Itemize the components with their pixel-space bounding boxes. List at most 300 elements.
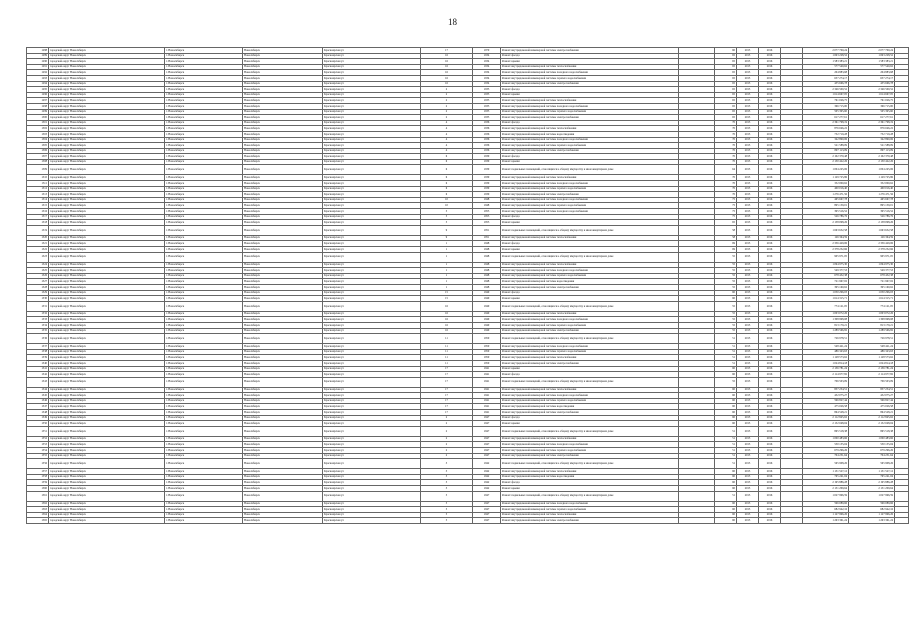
locality: Новосибирск (243, 421, 323, 427)
cost-total: 455 666,78 (803, 81, 849, 87)
wear-percent: 60 (715, 469, 737, 475)
city: г. Новосибирск (165, 491, 243, 501)
locality: Новосибирск (243, 393, 323, 399)
house-number: 6 (421, 192, 473, 198)
work-type: Ремонт внутридомовой инженерной системы электроснабжения (501, 148, 679, 154)
row-number: 1312 (27, 186, 49, 192)
row-number: 1308 (27, 159, 49, 165)
cost-fund: 342 890,06 (849, 137, 895, 143)
cost-total: 366 715,00 (803, 103, 849, 109)
municipal-district: городской округ Новосибирск (49, 480, 165, 486)
municipal-district: городской округ Новосибирск (49, 355, 165, 361)
city: г. Новосибирск (165, 344, 243, 350)
row-number: 1345 (27, 393, 49, 399)
wear-percent: 65 (715, 70, 737, 76)
cost-fund: 905 971,05 (849, 252, 895, 262)
end-year: 2016 (759, 344, 781, 350)
cost-total: 1 024 814,18 (803, 360, 849, 366)
locality: Новосибирск (243, 366, 323, 372)
street: Красноярская ул (323, 225, 421, 235)
start-year: 2015 (737, 311, 759, 317)
street: Красноярская ул (323, 366, 421, 372)
house-number: 4 (421, 143, 473, 149)
street: Красноярская ул (323, 355, 421, 361)
street: Красноярская ул (323, 486, 421, 492)
start-year: 2015 (737, 273, 759, 279)
start-year: 2015 (737, 284, 759, 290)
cost-fund: 2 152 048,04 (849, 421, 895, 427)
units (679, 426, 715, 436)
cost-fund: 1 131 527,12 (849, 469, 895, 475)
build-year: 1948 (473, 203, 501, 209)
wear-percent: 60 (715, 507, 737, 513)
build-year: 1941 (473, 398, 501, 404)
municipal-district: городской округ Новосибирск (49, 398, 165, 404)
cost-total: 1 003 072,26 (803, 311, 849, 317)
cost-fund: 2 346 500,52 (849, 87, 895, 93)
cost-fund: 761 026,75 (849, 98, 895, 104)
municipal-district: городской округ Новосибирск (49, 165, 165, 175)
street: Красноярская ул (323, 334, 421, 344)
wear-percent: 65 (715, 64, 737, 70)
row-number: 1357 (27, 469, 49, 475)
row-number: 1352 (27, 436, 49, 442)
cost-fund: 2 361 798,19 (849, 120, 895, 126)
cost-total: 452 075,27 (803, 393, 849, 399)
wear-percent: 70 (715, 159, 737, 165)
city: г. Новосибирск (165, 284, 243, 290)
cost-total: 1 131 527,12 (803, 469, 849, 475)
build-year: 1934 (473, 59, 501, 65)
house-number: 1 (421, 284, 473, 290)
cost-total: 2 102 370,48 (803, 154, 849, 160)
city: г. Новосибирск (165, 59, 243, 65)
end-year: 2016 (759, 75, 781, 81)
work-type: Ремонт внутридомовой инженерной системы горячего водоснабжения (501, 109, 679, 115)
work-type: Ремонт внутридомовой инженерной системы холодного водоснабжения (501, 197, 679, 203)
empty-cell (895, 518, 909, 524)
wear-percent: 55 (715, 252, 737, 262)
build-year: 1948 (473, 252, 501, 262)
end-year: 2016 (759, 377, 781, 387)
start-year: 2015 (737, 349, 759, 355)
city: г. Новосибирск (165, 148, 243, 154)
municipal-district: городской округ Новосибирск (49, 290, 165, 296)
end-year: 2016 (759, 355, 781, 361)
locality: Новосибирск (243, 252, 323, 262)
empty-cell (895, 252, 909, 262)
municipal-district: городской округ Новосибирск (49, 209, 165, 215)
cost-fund: 2 114 977,82 (849, 372, 895, 378)
municipal-district: городской округ Новосибирск (49, 301, 165, 311)
cost-fund: 395 516,52 (849, 209, 895, 215)
row-number: 1290 (27, 59, 49, 65)
start-year: 2015 (737, 103, 759, 109)
start-year: 2015 (737, 512, 759, 518)
start-year: 2015 (737, 372, 759, 378)
start-year: 2015 (737, 70, 759, 76)
wear-percent: 75 (715, 203, 737, 209)
locality: Новосибирск (243, 453, 323, 459)
street: Красноярская ул (323, 426, 421, 436)
build-year: 1935 (473, 109, 501, 115)
work-type: Ремонт внутридомовой инженерной системы холодного водоснабжения (501, 209, 679, 215)
cost-total: 2 361 798,19 (803, 120, 849, 126)
build-year: 1947 (473, 453, 501, 459)
table-row (27, 225, 909, 235)
city: г. Новосибирск (165, 453, 243, 459)
table-row (27, 301, 909, 311)
work-type: Ремонт фасада (501, 290, 679, 296)
locality: Новосибирск (243, 165, 323, 175)
city: г. Новосибирск (165, 87, 243, 93)
start-year: 2015 (737, 235, 759, 241)
house-number: 16 (421, 59, 473, 65)
municipal-district: городской округ Новосибирск (49, 98, 165, 104)
work-type: Ремонт внутридомовой инженерной системы теплоснабжения (501, 126, 679, 132)
cost-fund: 706 503,09 (849, 377, 895, 387)
municipal-district: городской округ Новосибирск (49, 317, 165, 323)
row-number: 1344 (27, 387, 49, 393)
cost-total: 1 276 471,56 (803, 192, 849, 198)
work-type: Ремонт внутридомовой инженерной системы горячего водоснабжения (501, 398, 679, 404)
locality: Новосибирск (243, 398, 323, 404)
city: г. Новосибирск (165, 480, 243, 486)
row-number: 1337 (27, 344, 49, 350)
work-type: Ремонт внутридомовой инженерной системы холодного водоснабжения (501, 344, 679, 350)
street: Красноярская ул (323, 247, 421, 253)
wear-percent: 51 (715, 360, 737, 366)
city: г. Новосибирск (165, 241, 243, 247)
end-year: 2016 (759, 115, 781, 121)
city: г. Новосибирск (165, 137, 243, 143)
house-number: 6 (421, 165, 473, 175)
municipal-district: городской округ Новосибирск (49, 474, 165, 480)
cost-total: 596 827,44 (803, 398, 849, 404)
municipal-district: городской округ Новосибирск (49, 220, 165, 226)
work-type: Ремонт крыши (501, 59, 679, 65)
cost-total: 765 241,04 (803, 474, 849, 480)
build-year: 1950 (473, 349, 501, 355)
municipal-district: городской округ Новосибирск (49, 75, 165, 81)
row-number: 1336 (27, 334, 49, 344)
city: г. Новосибирск (165, 109, 243, 115)
build-year: 1934 (473, 53, 501, 59)
start-year: 2015 (737, 501, 759, 507)
work-type: Ремонт фасада (501, 87, 679, 93)
house-number: 16 (421, 53, 473, 59)
wear-percent: 60 (715, 512, 737, 518)
build-year: 1948 (473, 197, 501, 203)
locality: Новосибирск (243, 92, 323, 98)
municipal-district: городской округ Новосибирск (49, 143, 165, 149)
end-year: 2016 (759, 301, 781, 311)
end-year: 2016 (759, 448, 781, 454)
units (679, 491, 715, 501)
municipal-district: городской округ Новосибирск (49, 175, 165, 181)
municipal-district: городской округ Новосибирск (49, 459, 165, 469)
build-year: 1947 (473, 415, 501, 421)
row-number: 1291 (27, 64, 49, 70)
locality: Новосибирск (243, 377, 323, 387)
start-year: 2015 (737, 241, 759, 247)
locality: Новосибирск (243, 349, 323, 355)
row-number: 1292 (27, 70, 49, 76)
street: Красноярская ул (323, 209, 421, 215)
cost-fund: 2 356 429,06 (849, 241, 895, 247)
city: г. Новосибирск (165, 268, 243, 274)
wear-percent: 55 (715, 328, 737, 334)
locality: Новосибирск (243, 137, 323, 143)
wear-percent: 58 (715, 235, 737, 241)
work-type: Ремонт внутридомовой инженерной системы холодного водоснабжения (501, 103, 679, 109)
locality: Новосибирск (243, 81, 323, 87)
work-type: Ремонт внутридомовой инженерной системы горячего водоснабжения (501, 203, 679, 209)
house-number: 6 (421, 175, 473, 181)
house-number: 5 (421, 512, 473, 518)
municipal-district: городской округ Новосибирск (49, 70, 165, 76)
municipal-district: городской округ Новосибирск (49, 247, 165, 253)
municipal-district: городской округ Новосибирск (49, 469, 165, 475)
end-year: 2016 (759, 192, 781, 198)
street: Красноярская ул (323, 115, 421, 121)
locality: Новосибирск (243, 290, 323, 296)
row-number: 1361 (27, 491, 49, 501)
city: г. Новосибирск (165, 512, 243, 518)
locality: Новосибирск (243, 262, 323, 268)
house-number: 16 (421, 328, 473, 334)
house-number: 4 (421, 148, 473, 154)
street: Красноярская ул (323, 512, 421, 518)
municipal-district: городской округ Новосибирск (49, 360, 165, 366)
city: г. Новосибирск (165, 64, 243, 70)
work-type: Ремонт внутридомовой инженерной системы теплоснабжения (501, 436, 679, 442)
cost-fund: 596 089,66 (849, 501, 895, 507)
row-number: 1316 (27, 209, 49, 215)
locality: Новосибирск (243, 372, 323, 378)
municipal-district: городской округ Новосибирск (49, 426, 165, 436)
row-number: 1358 (27, 474, 49, 480)
municipal-district: городской округ Новосибирск (49, 53, 165, 59)
wear-percent: 70 (715, 181, 737, 187)
start-year: 2015 (737, 393, 759, 399)
start-year: 2015 (737, 262, 759, 268)
street: Красноярская ул (323, 143, 421, 149)
locality: Новосибирск (243, 175, 323, 181)
row-number: 1343 (27, 377, 49, 387)
build-year: 1949 (473, 301, 501, 311)
start-year: 2015 (737, 474, 759, 480)
house-number: 3 (421, 469, 473, 475)
cost-fund: 765 241,04 (849, 474, 895, 480)
municipal-district: городской округ Новосибирск (49, 349, 165, 355)
house-number: 17 (421, 398, 473, 404)
build-year: 1936 (473, 120, 501, 126)
cost-fund: 1 289 566,82 (849, 328, 895, 334)
municipal-district: городской округ Новосибирск (49, 192, 165, 198)
locality: Новосибирск (243, 186, 323, 192)
wear-percent: 60 (715, 404, 737, 410)
cost-total: 706 503,09 (803, 377, 849, 387)
start-year: 2015 (737, 81, 759, 87)
cost-fund: 2 102 370,48 (849, 154, 895, 160)
street: Красноярская ул (323, 398, 421, 404)
wear-percent: 75 (715, 197, 737, 203)
street: Красноярская ул (323, 360, 421, 366)
work-type: Ремонт фасада (501, 415, 679, 421)
locality: Новосибирск (243, 268, 323, 274)
street: Красноярская ул (323, 501, 421, 507)
build-year: 1941 (473, 377, 501, 387)
work-type: Ремонт внутридомовой инженерной системы теплоснабжения (501, 387, 679, 393)
municipal-district: городской округ Новосибирск (49, 366, 165, 372)
city: г. Новосибирск (165, 126, 243, 132)
city: г. Новосибирск (165, 115, 243, 121)
cost-fund: 565 908,26 (849, 459, 895, 469)
city: г. Новосибирск (165, 410, 243, 416)
row-number: 1321 (27, 241, 49, 247)
cost-fund: 1 050 296,03 (849, 290, 895, 296)
street: Красноярская ул (323, 448, 421, 454)
locality: Новосибирск (243, 214, 323, 220)
end-year: 2016 (759, 87, 781, 93)
work-type: Ремонт внутридомовой инженерной системы электроснабжения (501, 360, 679, 366)
start-year: 2015 (737, 301, 759, 311)
row-number: 1330 (27, 296, 49, 302)
end-year: 2016 (759, 209, 781, 215)
start-year: 2015 (737, 415, 759, 421)
work-type: Ремонт внутридомовой инженерной системы теплоснабжения (501, 512, 679, 518)
municipal-district: городской округ Новосибирск (49, 235, 165, 241)
cost-total: 905 971,05 (803, 252, 849, 262)
start-year: 2015 (737, 87, 759, 93)
city: г. Новосибирск (165, 366, 243, 372)
row-number: 1304 (27, 137, 49, 143)
municipal-district: городской округ Новосибирск (49, 225, 165, 235)
street: Красноярская ул (323, 165, 421, 175)
cost-total: 342 890,06 (803, 137, 849, 143)
city: г. Новосибирск (165, 103, 243, 109)
cost-total: 1 583 383,21 (803, 59, 849, 65)
house-number: 5 (421, 209, 473, 215)
house-number: 16 (421, 81, 473, 87)
locality: Новосибирск (243, 148, 323, 154)
end-year: 2016 (759, 154, 781, 160)
wear-percent: 65 (715, 53, 737, 59)
wear-percent: 70 (715, 143, 737, 149)
work-type: Ремонт внутридомовой инженерной системы электроснабжения (501, 518, 679, 524)
street: Красноярская ул (323, 474, 421, 480)
cost-fund: 1 094 975,30 (849, 262, 895, 268)
wear-percent: 60 (715, 421, 737, 427)
cost-fund: 813 179,21 (849, 322, 895, 328)
street: Красноярская ул (323, 175, 421, 181)
build-year: 1970 (473, 48, 501, 54)
end-year: 2016 (759, 262, 781, 268)
municipal-district: городской округ Новосибирск (49, 109, 165, 115)
end-year: 2016 (759, 404, 781, 410)
cost-fund: 1 127 996,26 (849, 512, 895, 518)
street: Красноярская ул (323, 154, 421, 160)
house-number: 9 (421, 225, 473, 235)
house-number: 10 (421, 197, 473, 203)
row-number: 1318 (27, 220, 49, 226)
empty-cell (895, 225, 909, 235)
build-year: 1948 (473, 268, 501, 274)
city: г. Новосибирск (165, 279, 243, 285)
end-year: 2016 (759, 279, 781, 285)
wear-percent: 65 (715, 75, 737, 81)
start-year: 2015 (737, 131, 759, 137)
build-year: 1941 (473, 404, 501, 410)
build-year: 1942 (473, 469, 501, 475)
row-number: 1315 (27, 203, 49, 209)
city: г. Новосибирск (165, 404, 243, 410)
end-year: 2016 (759, 148, 781, 154)
units (679, 459, 715, 469)
build-year: 1941 (473, 410, 501, 416)
locality: Новосибирск (243, 220, 323, 226)
row-number: 1327 (27, 279, 49, 285)
street: Красноярская ул (323, 421, 421, 427)
start-year: 2015 (737, 59, 759, 65)
city: г. Новосибирск (165, 328, 243, 334)
cost-fund: 465 667,78 (849, 197, 895, 203)
house-number: 2 (421, 442, 473, 448)
end-year: 2016 (759, 436, 781, 442)
build-year: 1948 (473, 262, 501, 268)
row-number: 1320 (27, 235, 49, 241)
row-number: 1310 (27, 175, 49, 181)
build-year: 1948 (473, 241, 501, 247)
wear-percent: 70 (715, 154, 737, 160)
work-type: Ремонт внутридомовой инженерной системы горячего водоснабжения (501, 448, 679, 454)
locality: Новосибирск (243, 197, 323, 203)
work-type: Ремонт внутридомовой инженерной системы холодного водоснабжения (501, 70, 679, 76)
house-number: 2 (421, 448, 473, 454)
end-year: 2016 (759, 53, 781, 59)
end-year: 2016 (759, 372, 781, 378)
wear-percent: 51 (715, 349, 737, 355)
locality: Новосибирск (243, 87, 323, 93)
work-type: Ремонт внутридомовой инженерной системы холодного водоснабжения (501, 268, 679, 274)
wear-percent: 51 (715, 453, 737, 459)
row-number: 1347 (27, 404, 49, 410)
wear-percent: 70 (715, 126, 737, 132)
house-number: 6 (421, 181, 473, 187)
row-number: 1338 (27, 349, 49, 355)
cost-fund: 2 112 845,62 (849, 415, 895, 421)
work-type: Ремонт внутридомовой инженерной системы теплоснабжения (501, 175, 679, 181)
cost-fund: 657 274,17 (849, 75, 895, 81)
street: Красноярская ул (323, 220, 421, 226)
cost-total: 2 195 886,28 (803, 480, 849, 486)
city: г. Новосибирск (165, 474, 243, 480)
work-type: Ремонт внутридомовой инженерной системы горячего водоснабжения (501, 349, 679, 355)
build-year: 1947 (473, 507, 501, 513)
city: г. Новосибирск (165, 393, 243, 399)
city: г. Новосибирск (165, 448, 243, 454)
end-year: 2016 (759, 290, 781, 296)
wear-percent: 70 (715, 148, 737, 154)
house-number: 11 (421, 355, 473, 361)
end-year: 2016 (759, 126, 781, 132)
wear-percent: 55 (715, 268, 737, 274)
row-number: 1334 (27, 322, 49, 328)
locality: Новосибирск (243, 203, 323, 209)
municipal-district: городской округ Новосибирск (49, 120, 165, 126)
cost-total: 2 356 429,06 (803, 241, 849, 247)
